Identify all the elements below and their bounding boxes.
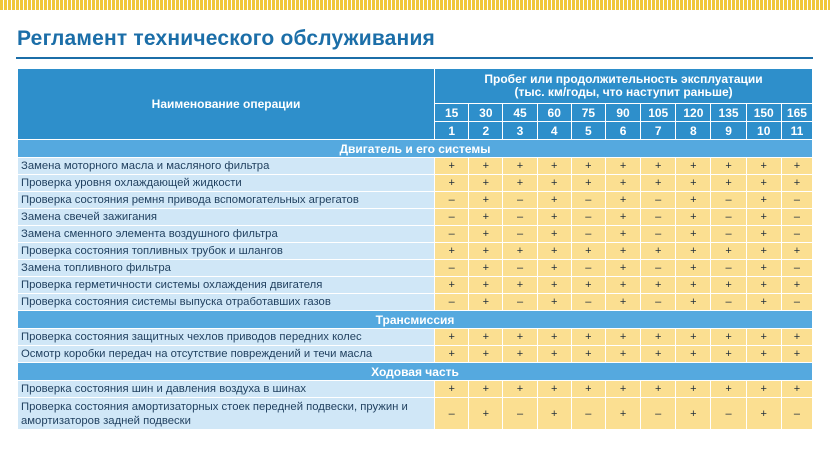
- schedule-mark-cell: +: [571, 346, 605, 363]
- schedule-mark-cell: +: [605, 329, 640, 346]
- schedule-mark-cell: +: [676, 175, 711, 192]
- schedule-mark-cell: –: [571, 294, 605, 311]
- schedule-mark-cell: +: [435, 175, 469, 192]
- section-title: Ходовая часть: [18, 363, 813, 381]
- schedule-mark-cell: +: [676, 329, 711, 346]
- schedule-mark-cell: –: [571, 398, 605, 430]
- schedule-mark-cell: –: [711, 226, 746, 243]
- schedule-mark-cell: –: [435, 226, 469, 243]
- schedule-mark-cell: –: [435, 260, 469, 277]
- schedule-mark-cell: +: [676, 277, 711, 294]
- operation-name: Проверка герметичности системы охлаждения двигателя: [18, 277, 435, 294]
- schedule-mark-cell: +: [469, 277, 503, 294]
- schedule-mark-cell: +: [676, 192, 711, 209]
- schedule-mark-cell: –: [641, 294, 676, 311]
- operation-row: [18, 226, 813, 243]
- operation-name: Проверка состояния шин и давления воздуха в шинах: [18, 381, 435, 398]
- schedule-mark-cell: +: [641, 277, 676, 294]
- schedule-mark-cell: +: [605, 381, 640, 398]
- schedule-mark-cell: +: [746, 243, 781, 260]
- service-index-header-cell: 7: [641, 122, 676, 140]
- schedule-mark-cell: –: [711, 294, 746, 311]
- schedule-mark-cell: +: [537, 243, 571, 260]
- schedule-mark-cell: +: [537, 192, 571, 209]
- schedule-mark-cell: +: [641, 175, 676, 192]
- operation-name: Замена свечей зажигания: [18, 209, 435, 226]
- schedule-mark-cell: –: [571, 226, 605, 243]
- service-index-header-cell: 3: [503, 122, 537, 140]
- schedule-mark-cell: +: [469, 192, 503, 209]
- service-index-header-cell: 6: [605, 122, 640, 140]
- mileage-header-cell: 105: [641, 104, 676, 122]
- schedule-mark-cell: +: [641, 158, 676, 175]
- schedule-mark-cell: +: [781, 346, 812, 363]
- mileage-header-cell: 75: [571, 104, 605, 122]
- schedule-mark-cell: +: [605, 260, 640, 277]
- operation-name: Проверка состояния ремня привода вспомогательных агрегатов: [18, 192, 435, 209]
- schedule-mark-cell: +: [469, 346, 503, 363]
- schedule-mark-cell: –: [781, 398, 812, 430]
- schedule-mark-cell: +: [781, 329, 812, 346]
- top-decorative-stripe: [0, 0, 830, 10]
- service-index-header-cell: 4: [537, 122, 571, 140]
- schedule-mark-cell: +: [537, 398, 571, 430]
- schedule-mark-cell: –: [781, 294, 812, 311]
- schedule-mark-cell: +: [469, 226, 503, 243]
- section-title: Двигатель и его системы: [18, 140, 813, 158]
- operation-row: [18, 277, 813, 294]
- schedule-mark-cell: +: [469, 294, 503, 311]
- schedule-mark-cell: +: [676, 260, 711, 277]
- schedule-mark-cell: –: [781, 260, 812, 277]
- schedule-mark-cell: +: [746, 209, 781, 226]
- schedule-mark-cell: –: [641, 192, 676, 209]
- schedule-mark-cell: –: [503, 294, 537, 311]
- operation-row: [18, 294, 813, 311]
- schedule-mark-cell: +: [746, 158, 781, 175]
- schedule-mark-cell: +: [711, 381, 746, 398]
- operation-name: Замена моторного масла и масляного фильтра: [18, 158, 435, 175]
- service-index-header-cell: 10: [746, 122, 781, 140]
- schedule-mark-cell: +: [469, 175, 503, 192]
- schedule-mark-cell: –: [571, 192, 605, 209]
- schedule-mark-cell: +: [605, 175, 640, 192]
- schedule-mark-cell: –: [503, 226, 537, 243]
- schedule-mark-cell: –: [503, 260, 537, 277]
- mileage-header-cell: 120: [676, 104, 711, 122]
- schedule-mark-cell: +: [537, 175, 571, 192]
- schedule-mark-cell: +: [605, 192, 640, 209]
- mileage-header-cell: 45: [503, 104, 537, 122]
- schedule-mark-cell: +: [746, 381, 781, 398]
- schedule-mark-cell: +: [711, 243, 746, 260]
- schedule-mark-cell: +: [435, 381, 469, 398]
- schedule-mark-cell: +: [676, 243, 711, 260]
- schedule-mark-cell: +: [571, 243, 605, 260]
- schedule-mark-cell: –: [503, 192, 537, 209]
- service-index-header-cell: 8: [676, 122, 711, 140]
- section-title: Трансмиссия: [18, 311, 813, 329]
- operation-row: [18, 209, 813, 226]
- schedule-mark-cell: +: [641, 346, 676, 363]
- schedule-mark-cell: +: [711, 277, 746, 294]
- schedule-mark-cell: +: [435, 277, 469, 294]
- schedule-mark-cell: +: [469, 329, 503, 346]
- schedule-mark-cell: +: [571, 158, 605, 175]
- schedule-mark-cell: +: [676, 294, 711, 311]
- mileage-header-cell: 135: [711, 104, 746, 122]
- schedule-mark-cell: +: [746, 277, 781, 294]
- schedule-mark-cell: +: [469, 381, 503, 398]
- operation-row: [18, 158, 813, 175]
- mileage-header-cell: 165: [781, 104, 812, 122]
- schedule-mark-cell: +: [641, 381, 676, 398]
- schedule-mark-cell: +: [571, 329, 605, 346]
- operation-row: [18, 381, 813, 398]
- operation-row: [18, 346, 813, 363]
- operation-row: [18, 398, 813, 430]
- schedule-mark-cell: +: [537, 329, 571, 346]
- schedule-mark-cell: +: [711, 158, 746, 175]
- schedule-mark-cell: –: [781, 192, 812, 209]
- schedule-mark-cell: +: [781, 243, 812, 260]
- schedule-mark-cell: +: [746, 398, 781, 430]
- schedule-mark-cell: +: [469, 158, 503, 175]
- schedule-mark-cell: +: [676, 346, 711, 363]
- schedule-mark-cell: +: [469, 243, 503, 260]
- schedule-mark-cell: +: [503, 277, 537, 294]
- schedule-mark-cell: +: [711, 346, 746, 363]
- schedule-mark-cell: +: [605, 209, 640, 226]
- operation-row: [18, 329, 813, 346]
- schedule-mark-cell: +: [469, 398, 503, 430]
- service-index-header-cell: 1: [435, 122, 469, 140]
- operation-row: [18, 243, 813, 260]
- mileage-header-cell: 90: [605, 104, 640, 122]
- schedule-mark-cell: +: [503, 329, 537, 346]
- schedule-mark-cell: +: [746, 226, 781, 243]
- schedule-mark-cell: –: [711, 209, 746, 226]
- schedule-mark-cell: +: [676, 226, 711, 243]
- schedule-mark-cell: +: [641, 329, 676, 346]
- service-index-header-cell: 5: [571, 122, 605, 140]
- table-body: [18, 140, 813, 430]
- operation-row: [18, 192, 813, 209]
- schedule-mark-cell: +: [537, 209, 571, 226]
- schedule-mark-cell: –: [571, 209, 605, 226]
- page-title: Регламент технического обслуживания: [17, 27, 436, 50]
- schedule-mark-cell: +: [746, 329, 781, 346]
- schedule-mark-cell: +: [537, 294, 571, 311]
- schedule-mark-cell: +: [676, 381, 711, 398]
- operation-row: [18, 260, 813, 277]
- schedule-mark-cell: +: [605, 277, 640, 294]
- schedule-mark-cell: +: [435, 158, 469, 175]
- schedule-mark-cell: –: [435, 209, 469, 226]
- service-index-header-cell: 9: [711, 122, 746, 140]
- schedule-mark-cell: +: [537, 381, 571, 398]
- operation-name: Проверка состояния системы выпуска отработавших газов: [18, 294, 435, 311]
- schedule-mark-cell: +: [605, 398, 640, 430]
- schedule-mark-cell: +: [503, 381, 537, 398]
- section-header-row: [18, 140, 813, 158]
- schedule-mark-cell: +: [676, 209, 711, 226]
- schedule-mark-cell: +: [571, 277, 605, 294]
- maintenance-schedule-table: [17, 68, 813, 430]
- schedule-mark-cell: +: [537, 158, 571, 175]
- schedule-mark-cell: –: [641, 226, 676, 243]
- schedule-mark-cell: +: [571, 381, 605, 398]
- schedule-mark-cell: +: [605, 243, 640, 260]
- schedule-mark-cell: +: [746, 346, 781, 363]
- schedule-mark-cell: +: [746, 260, 781, 277]
- schedule-mark-cell: +: [676, 398, 711, 430]
- schedule-mark-cell: –: [641, 260, 676, 277]
- schedule-mark-cell: –: [711, 192, 746, 209]
- schedule-mark-cell: +: [537, 226, 571, 243]
- operation-column-header: Наименование операции: [18, 69, 435, 140]
- schedule-mark-cell: +: [605, 226, 640, 243]
- section-header-row: [18, 363, 813, 381]
- schedule-mark-cell: +: [435, 346, 469, 363]
- schedule-mark-cell: +: [781, 175, 812, 192]
- schedule-mark-cell: +: [605, 346, 640, 363]
- period-caption-line2: (тыс. км/годы, что наступит раньше): [514, 85, 733, 99]
- schedule-mark-cell: +: [711, 329, 746, 346]
- schedule-mark-cell: +: [781, 158, 812, 175]
- operation-name: Замена топливного фильтра: [18, 260, 435, 277]
- schedule-mark-cell: +: [676, 158, 711, 175]
- operation-row: [18, 175, 813, 192]
- operation-name: Проверка уровня охлаждающей жидкости: [18, 175, 435, 192]
- schedule-mark-cell: –: [503, 209, 537, 226]
- schedule-mark-cell: +: [537, 346, 571, 363]
- schedule-mark-cell: –: [711, 260, 746, 277]
- schedule-mark-cell: +: [746, 175, 781, 192]
- schedule-mark-cell: +: [503, 175, 537, 192]
- operation-name: Осмотр коробки передач на отсутствие повреждений и течи масла: [18, 346, 435, 363]
- schedule-mark-cell: +: [781, 381, 812, 398]
- schedule-mark-cell: +: [746, 192, 781, 209]
- mileage-header-cell: 15: [435, 104, 469, 122]
- schedule-mark-cell: +: [503, 346, 537, 363]
- schedule-mark-cell: +: [781, 277, 812, 294]
- service-index-header-cell: 2: [469, 122, 503, 140]
- maintenance-table-wrapper: [17, 68, 813, 430]
- schedule-mark-cell: +: [503, 243, 537, 260]
- mileage-header-cell: 150: [746, 104, 781, 122]
- schedule-mark-cell: –: [435, 398, 469, 430]
- schedule-mark-cell: +: [571, 175, 605, 192]
- mileage-header-cell: 60: [537, 104, 571, 122]
- schedule-mark-cell: –: [503, 398, 537, 430]
- title-underline: [16, 57, 813, 59]
- schedule-mark-cell: –: [641, 209, 676, 226]
- schedule-mark-cell: +: [503, 158, 537, 175]
- operation-name: Проверка состояния топливных трубок и шлангов: [18, 243, 435, 260]
- schedule-mark-cell: +: [469, 209, 503, 226]
- period-caption-line1: Пробег или продолжительность эксплуатации: [484, 72, 763, 86]
- schedule-mark-cell: –: [781, 226, 812, 243]
- mileage-header-cell: 30: [469, 104, 503, 122]
- schedule-mark-cell: +: [605, 294, 640, 311]
- schedule-mark-cell: –: [641, 398, 676, 430]
- schedule-mark-cell: +: [746, 294, 781, 311]
- schedule-mark-cell: +: [537, 260, 571, 277]
- schedule-mark-cell: –: [435, 294, 469, 311]
- schedule-mark-cell: –: [711, 398, 746, 430]
- service-index-header-cell: 11: [781, 122, 812, 140]
- schedule-mark-cell: +: [537, 277, 571, 294]
- section-header-row: [18, 311, 813, 329]
- period-column-header: [435, 69, 813, 104]
- operation-name: Проверка состояния защитных чехлов приводов передних колес: [18, 329, 435, 346]
- table-header: [18, 69, 813, 140]
- operation-name: Проверка состояния амортизаторных стоек передней подвески, пружин и амортизаторов задней подвески: [18, 398, 435, 430]
- schedule-mark-cell: +: [711, 175, 746, 192]
- schedule-mark-cell: +: [605, 158, 640, 175]
- schedule-mark-cell: +: [435, 243, 469, 260]
- schedule-mark-cell: +: [435, 329, 469, 346]
- operation-name: Замена сменного элемента воздушного фильтра: [18, 226, 435, 243]
- schedule-mark-cell: –: [571, 260, 605, 277]
- schedule-mark-cell: –: [781, 209, 812, 226]
- schedule-mark-cell: –: [435, 192, 469, 209]
- schedule-mark-cell: +: [641, 243, 676, 260]
- schedule-mark-cell: +: [469, 260, 503, 277]
